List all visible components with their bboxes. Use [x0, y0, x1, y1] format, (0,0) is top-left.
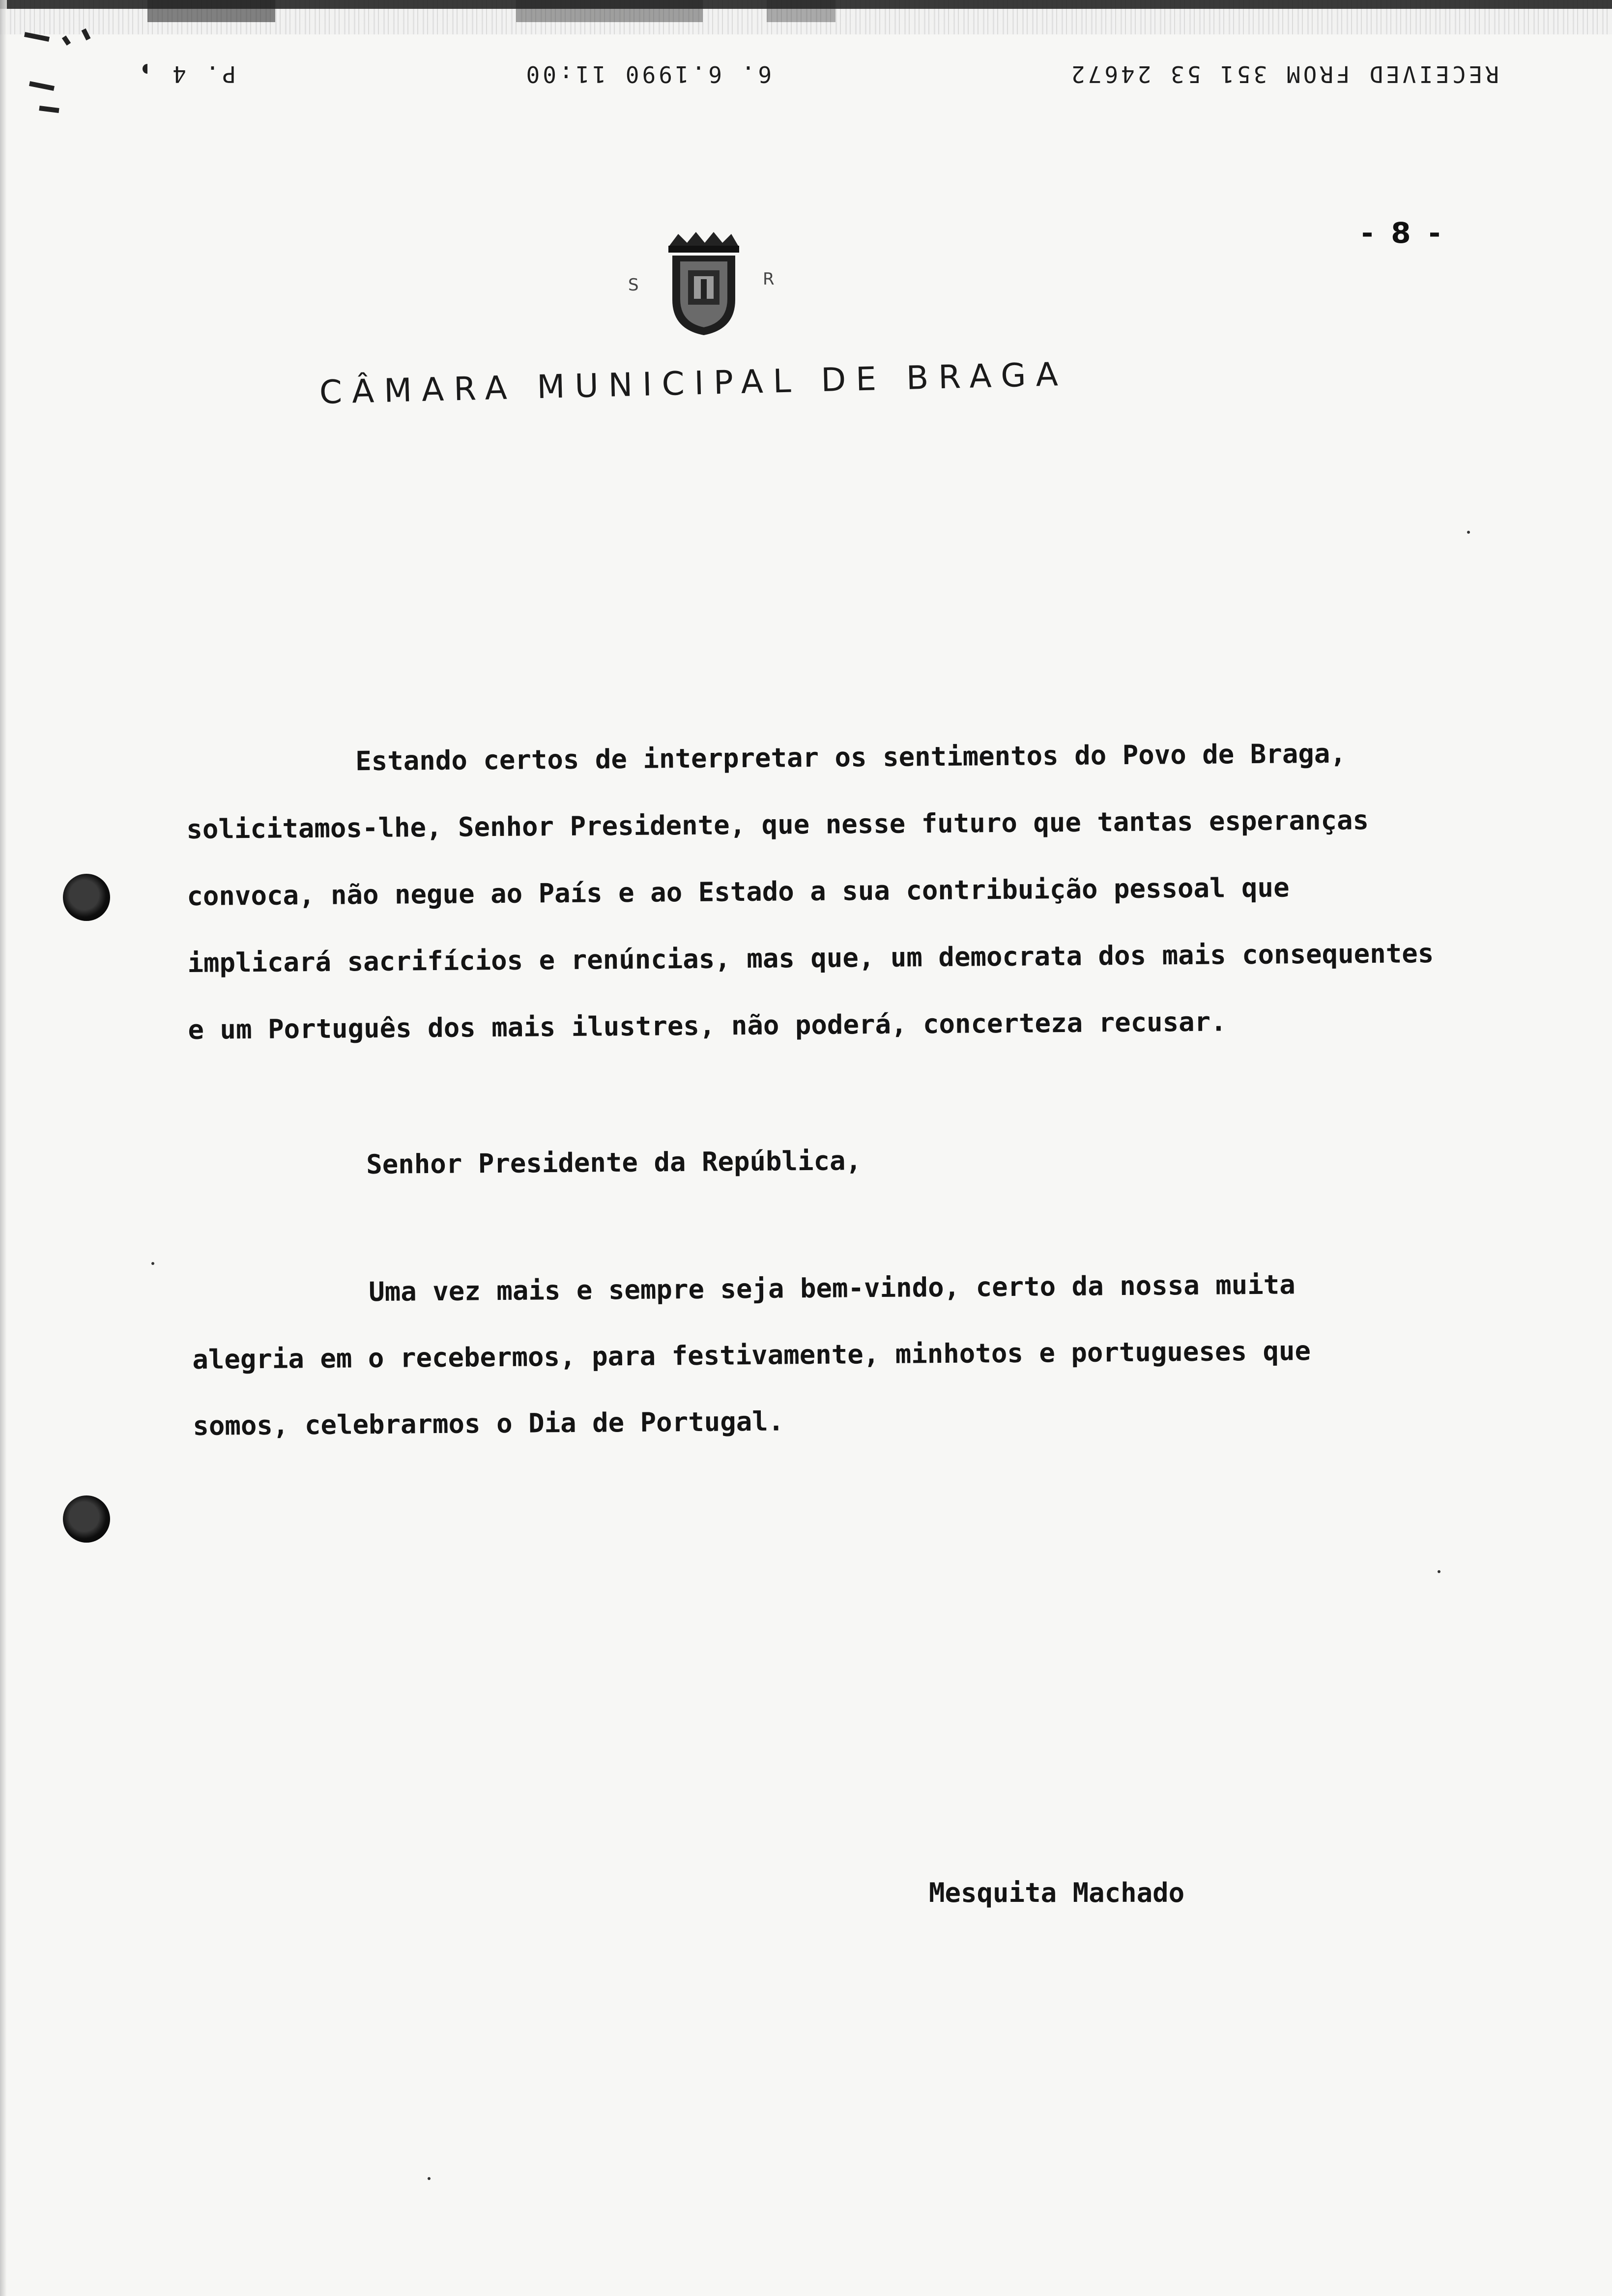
fax-smudge	[767, 0, 835, 22]
paragraph-line: somos, celebrarmos o Dia de Portugal.	[193, 1406, 784, 1441]
corner-marks	[20, 25, 147, 130]
paragraph-line: Uma vez mais e sempre seja bem-vindo, certo da nossa muita	[368, 1269, 1296, 1308]
institution-name: CÂMARA MUNICIPAL DE BRAGA	[319, 355, 1068, 411]
page-number: - 8 -	[1361, 216, 1444, 250]
paragraph-line: Estando certos de interpretar os sentimentos do Povo de Braga,	[355, 738, 1347, 777]
fax-smudge	[147, 0, 275, 22]
paragraph-2	[192, 1268, 1422, 1484]
fax-smudge	[516, 0, 703, 22]
punch-hole	[63, 1495, 110, 1543]
paragraph-line: solicitamos-lhe, Senhor Presidente, que nesse futuro que tantas esperanças	[186, 804, 1369, 845]
scan-left-edge	[0, 0, 7, 2296]
scan-speck	[1438, 1570, 1440, 1573]
salutation: Senhor Presidente da República,	[366, 1145, 862, 1180]
coat-of-arms-icon	[659, 231, 747, 339]
fax-page-indicator: P. 4	[170, 61, 236, 87]
coat-of-arms	[659, 231, 747, 339]
paragraph-line: implicará sacrifícios e renúncias, mas que, um democrata dos mais consequentes	[187, 938, 1434, 978]
paragraph-line: e um Português dos mais ilustres, não poderá, concerteza recusar.	[188, 1006, 1227, 1045]
fax-date-time: 6. 6.1990 11:00	[523, 61, 772, 87]
crest-letter-right: R	[763, 269, 775, 289]
paragraph-1	[186, 737, 1515, 1091]
signature-name: Mesquita Machado	[929, 1877, 1185, 1908]
scan-artifact-icon	[20, 25, 147, 123]
paragraph-line: convoca, não negue ao País e ao Estado a sua contribuição pessoal que	[187, 872, 1290, 912]
crest-letter-left: S	[628, 275, 639, 295]
paragraph-line: alegria em o recebermos, para festivamente, minhotos e portugueses que	[192, 1335, 1311, 1375]
scan-speck	[151, 1262, 154, 1265]
scan-speck	[428, 2177, 431, 2180]
fax-received-from: RECEIVED FROM 351 53 24672	[1068, 61, 1499, 87]
scan-speck	[1467, 531, 1470, 534]
punch-hole	[63, 874, 110, 921]
